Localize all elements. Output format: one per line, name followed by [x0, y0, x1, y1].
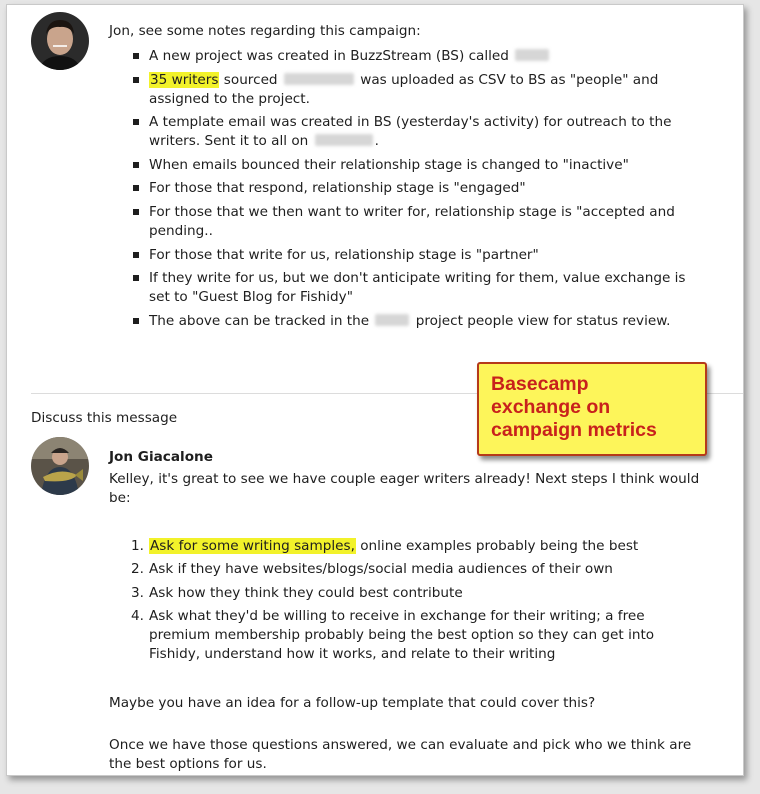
step-number: 4. — [131, 608, 144, 625]
text-segment: For those that respond, relationship stage is "engaged" — [149, 180, 526, 197]
next-steps-list — [109, 537, 669, 669]
text-segment: project people view for status review. — [411, 312, 671, 329]
callout-line: exchange on — [491, 396, 611, 418]
highlighted-text: Ask for some writing samples, — [150, 538, 355, 554]
callout-line: Basecamp — [491, 373, 589, 395]
notes-list — [133, 47, 693, 335]
reply-avatar[interactable] — [31, 437, 89, 495]
text-segment: A new project was created in BuzzStream (BS) called — [149, 48, 514, 64]
avatar[interactable] — [31, 12, 89, 70]
redacted-text — [284, 73, 354, 85]
step-item — [109, 584, 669, 603]
note-item — [133, 47, 693, 66]
text-segment: Ask if they have websites/blogs/social media audiences of their own — [149, 561, 613, 578]
text-segment: For those that write for us, relationship stage is "partner" — [149, 246, 539, 263]
text-segment: online examples probably being the best — [355, 538, 639, 554]
message-intro: Jon, see some notes regarding this campaign: — [109, 23, 421, 39]
user-portrait-icon — [31, 12, 89, 70]
note-item — [133, 312, 693, 331]
text-segment: A template email was created in BS (yesterday's activity) for outreach to the writers. Sent it to all on — [149, 114, 672, 150]
note-item — [133, 246, 693, 265]
step-number: 1. — [131, 538, 144, 554]
step-number: 2. — [131, 561, 144, 578]
text-segment: Ask how they think they could best contribute — [149, 584, 463, 601]
note-item — [133, 269, 693, 307]
redacted-text — [315, 134, 373, 146]
text-segment: If they write for us, but we don't anticipate writing for them, value exchange is set to "Guest Blog for Fishidy" — [149, 270, 686, 306]
user-photo-fish-icon — [31, 437, 89, 495]
note-item — [133, 156, 693, 175]
note-item — [133, 71, 693, 109]
text-segment: Ask what they'd be willing to receive in exchange for their writing; a free premium membership probably being the best option so they can get into Fishidy, understand how it works, and relate to their writing — [149, 608, 655, 663]
redacted-text — [515, 49, 549, 61]
step-item — [109, 607, 669, 664]
step-item — [109, 537, 669, 556]
text-segment: sourced — [219, 71, 282, 88]
text-segment: was uploaded as CSV to BS as "people" and assigned to the project. — [149, 71, 659, 107]
annotation-callout — [477, 362, 707, 456]
reply-paragraph-1: Maybe you have an idea for a follow-up template that could cover this? — [109, 695, 596, 711]
highlighted-text: 35 writers — [150, 71, 219, 88]
discuss-label: Discuss this message — [31, 410, 178, 426]
reply-author[interactable]: Jon Giacalone — [109, 449, 213, 465]
note-item — [133, 179, 693, 198]
text-segment: . — [374, 133, 379, 150]
note-item — [133, 113, 693, 151]
step-item — [109, 560, 669, 579]
text-segment: When emails bounced their relationship stage is changed to "inactive" — [149, 156, 629, 173]
step-number: 3. — [131, 584, 144, 601]
callout-line: campaign metrics — [491, 419, 657, 441]
reply-text: Kelley, it's great to see we have couple eager writers already! Next steps I think would be: — [109, 471, 700, 506]
reply-paragraph-2: Once we have those questions answered, we can evaluate and pick who we think are the best options for us. — [109, 737, 692, 772]
basecamp-message-panel — [6, 4, 744, 776]
redacted-text — [375, 314, 409, 326]
text-segment: For those that we then want to writer for, relationship stage is "accepted and pending.. — [149, 203, 675, 239]
note-item — [133, 203, 693, 241]
text-segment: The above can be tracked in the — [149, 312, 374, 329]
